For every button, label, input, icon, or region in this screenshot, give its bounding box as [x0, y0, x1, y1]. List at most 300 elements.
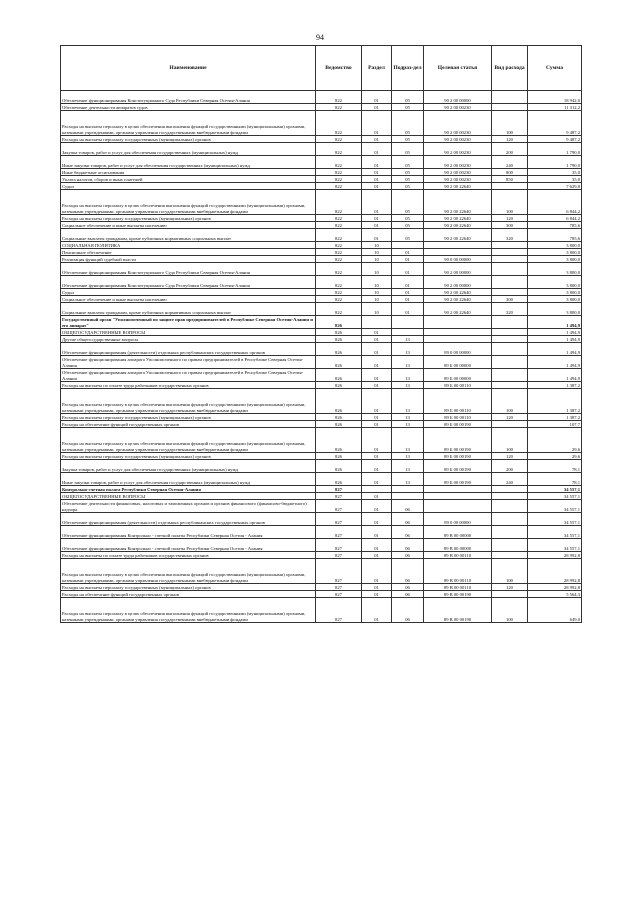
cell-subsection: 06: [392, 552, 424, 559]
cell-subsection: [392, 242, 424, 249]
cell-subsection: 05: [392, 136, 424, 143]
cell-section: 01: [362, 222, 392, 229]
cell-exp-type: [492, 263, 528, 276]
cell-sum: 3 800,0: [528, 263, 582, 276]
cell-sum: 3 800,0: [528, 289, 582, 296]
cell-exp-type: [492, 493, 528, 500]
cell-sum: 6 844,2: [528, 215, 582, 222]
cell-article: 89 В 00 00190: [424, 598, 492, 623]
cell-exp-type: 120: [492, 453, 528, 460]
table-row: [61, 382, 582, 389]
cell-sum: 1 494,9: [528, 343, 582, 356]
table-row: [61, 414, 582, 421]
cell-sum: 34 557,1: [528, 526, 582, 539]
cell-sum: 1 387,2: [528, 389, 582, 414]
cell-name: Расходы на выплаты персоналу в целях обеспечения выполнения функций государственными (муниципальными) органами, казенными учреждениями, органами управления государственными внебюджетными фондами: [61, 428, 316, 453]
cell-section: 01: [362, 336, 392, 343]
cell-section: 10: [362, 263, 392, 276]
cell-subsection: 06: [392, 559, 424, 584]
cell-name: Закупка товаров, работ и услуг для обеспечения государственных (муниципальных) нужд: [61, 460, 316, 473]
cell-section: [362, 316, 392, 329]
col-header-name: Наименование: [61, 46, 316, 91]
cell-sum: 1 387,2: [528, 414, 582, 421]
table-row: [61, 104, 582, 111]
cell-name: Обеспечение функционирования аппарата Уполномоченного по правам предпринимателей в Республике Северная Осетия-Алания: [61, 369, 316, 382]
cell-article: 89 В 00 00000: [424, 526, 492, 539]
cell-subsection: 06: [392, 598, 424, 623]
cell-article: 89 В 00 00110: [424, 584, 492, 591]
cell-sum: 34 557,1: [528, 486, 582, 493]
cell-subsection: 13: [392, 369, 424, 382]
cell-exp-type: 100: [492, 389, 528, 414]
cell-exp-type: [492, 500, 528, 513]
cell-sum: 35,0: [528, 169, 582, 176]
cell-dept: 822: [316, 296, 362, 303]
cell-subsection: [392, 329, 424, 336]
cell-sum: 34 557,1: [528, 513, 582, 526]
cell-subsection: 13: [392, 356, 424, 369]
cell-sum: 7 629,8: [528, 183, 582, 190]
cell-dept: 822: [316, 190, 362, 215]
cell-dept: 822: [316, 289, 362, 296]
cell-dept: 826: [316, 414, 362, 421]
cell-exp-type: [492, 539, 528, 552]
cell-dept: 826: [316, 369, 362, 382]
cell-exp-type: [492, 552, 528, 559]
table-row: [61, 356, 582, 369]
cell-dept: 822: [316, 136, 362, 143]
cell-exp-type: 200: [492, 143, 528, 156]
cell-subsection: 06: [392, 526, 424, 539]
cell-sum: 3 800,0: [528, 249, 582, 256]
cell-name: Социальные выплаты гражданам, кроме публичных нормативных социальных выплат: [61, 303, 316, 316]
table-row: [61, 493, 582, 500]
cell-exp-type: [492, 183, 528, 190]
cell-dept: 822: [316, 303, 362, 316]
cell-section: 01: [362, 382, 392, 389]
cell-name: Расходы на обеспечение функций государственных органов: [61, 591, 316, 598]
table-row: [61, 303, 582, 316]
cell-section: 10: [362, 296, 392, 303]
table-row: [61, 156, 582, 169]
cell-name: Другие общегосударственные вопросы: [61, 336, 316, 343]
cell-section: 01: [362, 493, 392, 500]
table-header-row: [61, 46, 582, 91]
cell-section: 10: [362, 303, 392, 316]
cell-subsection: 01: [392, 263, 424, 276]
table-row: [61, 460, 582, 473]
cell-name: Расходы на выплаты персоналу государственных (муниципальных) органов: [61, 136, 316, 143]
cell-sum: 28 992,8: [528, 584, 582, 591]
cell-exp-type: 120: [492, 584, 528, 591]
cell-exp-type: [492, 486, 528, 493]
cell-section: 01: [362, 539, 392, 552]
cell-dept: 827: [316, 486, 362, 493]
cell-sum: 1 494,9: [528, 336, 582, 343]
cell-sum: 9 487,2: [528, 136, 582, 143]
table-row: [61, 552, 582, 559]
cell-exp-type: [492, 369, 528, 382]
budget-table: [60, 45, 582, 623]
cell-dept: 827: [316, 513, 362, 526]
table-row: [61, 539, 582, 552]
cell-exp-type: 320: [492, 303, 528, 316]
cell-subsection: 13: [392, 414, 424, 421]
cell-article: 90 0 00 00000: [424, 256, 492, 263]
table-row: [61, 256, 582, 263]
cell-exp-type: 300: [492, 296, 528, 303]
cell-dept: 826: [316, 428, 362, 453]
cell-exp-type: [492, 249, 528, 256]
cell-section: 01: [362, 329, 392, 336]
cell-section: 01: [362, 591, 392, 598]
cell-section: 01: [362, 428, 392, 453]
cell-section: 01: [362, 215, 392, 222]
cell-dept: 827: [316, 598, 362, 623]
cell-dept: 822: [316, 263, 362, 276]
cell-name: Расходы на обеспечение функций государственных органов: [61, 421, 316, 428]
cell-name: Расходы на выплаты персоналу государственных (муниципальных) органов: [61, 215, 316, 222]
cell-subsection: 05: [392, 143, 424, 156]
cell-sum: 1 494,9: [528, 329, 582, 336]
cell-sum: 28 992,8: [528, 552, 582, 559]
cell-exp-type: 100: [492, 559, 528, 584]
cell-exp-type: [492, 336, 528, 343]
cell-name: Обеспечение функционирования Конституционного Суда Республики Северная Осетия-Алания: [61, 91, 316, 104]
cell-section: 01: [362, 369, 392, 382]
table-row: [61, 336, 582, 343]
cell-section: 01: [362, 500, 392, 513]
cell-article: 89 Б 00 00190: [424, 421, 492, 428]
cell-sum: 78,1: [528, 473, 582, 486]
cell-subsection: 13: [392, 421, 424, 428]
cell-subsection: 01: [392, 249, 424, 256]
cell-article: [424, 500, 492, 513]
cell-exp-type: [492, 526, 528, 539]
cell-name: Расходы на выплаты персоналу в целях обеспечения выполнения функций государственными (муниципальными) органами, казенными учреждениями, органами управления государственными внебюджетными фондами: [61, 389, 316, 414]
cell-article: 89 0 00 00000: [424, 343, 492, 356]
cell-dept: 826: [316, 382, 362, 389]
cell-sum: 3 800,0: [528, 296, 582, 303]
cell-dept: 826: [316, 356, 362, 369]
cell-article: 89 В 00 00000: [424, 539, 492, 552]
table-row: [61, 111, 582, 136]
cell-sum: 1 387,2: [528, 382, 582, 389]
cell-subsection: 06: [392, 591, 424, 598]
cell-article: 89 Б 00 00000: [424, 356, 492, 369]
cell-article: 89 Б 00 00110: [424, 382, 492, 389]
cell-name: Судьи: [61, 289, 316, 296]
cell-sum: 1 494,9: [528, 369, 582, 382]
cell-name: Социальное обеспечение и иные выплаты населению: [61, 296, 316, 303]
table-row: [61, 389, 582, 414]
cell-article: 89 0 00 00000: [424, 513, 492, 526]
table-row: [61, 591, 582, 598]
cell-section: 01: [362, 183, 392, 190]
col-header-exp-type: Вид расхода: [492, 46, 528, 91]
cell-article: 90 2 00 00230: [424, 104, 492, 111]
cell-section: 10: [362, 276, 392, 289]
cell-sum: 29,6: [528, 453, 582, 460]
cell-exp-type: [492, 276, 528, 289]
cell-article: 90 2 00 00230: [424, 143, 492, 156]
col-header-section: Раздел: [362, 46, 392, 91]
cell-name: Пенсионное обеспечение: [61, 249, 316, 256]
cell-article: 89 Б 00 00110: [424, 389, 492, 414]
col-header-article: Целевая статья: [424, 46, 492, 91]
cell-subsection: 06: [392, 513, 424, 526]
cell-dept: 826: [316, 336, 362, 343]
table-row: [61, 249, 582, 256]
cell-subsection: 06: [392, 500, 424, 513]
cell-section: 01: [362, 176, 392, 183]
cell-exp-type: 800: [492, 169, 528, 176]
table-row: [61, 421, 582, 428]
cell-sum: 28 992,8: [528, 559, 582, 584]
cell-subsection: 13: [392, 336, 424, 343]
cell-dept: 827: [316, 539, 362, 552]
cell-exp-type: [492, 382, 528, 389]
cell-section: 01: [362, 356, 392, 369]
cell-dept: 827: [316, 584, 362, 591]
cell-exp-type: [492, 289, 528, 296]
table-row: [61, 428, 582, 453]
table-row: [61, 584, 582, 591]
cell-exp-type: 100: [492, 190, 528, 215]
cell-sum: 1 494,9: [528, 356, 582, 369]
cell-name: Социальное обеспечение и иные выплаты населению: [61, 222, 316, 229]
cell-section: 01: [362, 389, 392, 414]
cell-name: Уплата налогов, сборов и иных платежей: [61, 176, 316, 183]
cell-sum: 9 487,2: [528, 111, 582, 136]
table-row: [61, 136, 582, 143]
cell-section: [362, 486, 392, 493]
cell-article: [424, 316, 492, 329]
cell-article: 90 2 00 00230: [424, 111, 492, 136]
cell-sum: 34 557,1: [528, 539, 582, 552]
cell-name: Обеспечение функционирования Конституционного Суда Республики Северная Осетия-Алания: [61, 276, 316, 289]
cell-name: Судьи: [61, 183, 316, 190]
cell-article: 89 Б 00 00110: [424, 414, 492, 421]
cell-article: 90 2 00 22640: [424, 183, 492, 190]
cell-section: 01: [362, 421, 392, 428]
cell-subsection: [392, 493, 424, 500]
cell-sum: 3 800,0: [528, 303, 582, 316]
cell-section: 01: [362, 91, 392, 104]
cell-dept: 822: [316, 256, 362, 263]
table-row: [61, 513, 582, 526]
cell-article: 90 2 00 22640: [424, 289, 492, 296]
cell-name: СОЦИАЛЬНАЯ ПОЛИТИКА: [61, 242, 316, 249]
cell-exp-type: 100: [492, 111, 528, 136]
cell-name: Закупка товаров, работ и услуг для обеспечения государственных (муниципальных) нужд: [61, 143, 316, 156]
cell-article: 90 2 00 22640: [424, 190, 492, 215]
cell-article: 89 В 00 00110: [424, 552, 492, 559]
cell-name: Иные закупки товаров, работ и услуг для обеспечения государственных (муниципальных) нужд: [61, 473, 316, 486]
cell-article: [424, 329, 492, 336]
cell-sum: 1 790,0: [528, 143, 582, 156]
cell-dept: 822: [316, 222, 362, 229]
cell-name: Обеспечение деятельности аппаратов судов: [61, 104, 316, 111]
cell-article: 89 Б 00 00190: [424, 428, 492, 453]
cell-sum: 35,0: [528, 176, 582, 183]
cell-subsection: 05: [392, 176, 424, 183]
cell-subsection: [392, 486, 424, 493]
cell-dept: 826: [316, 389, 362, 414]
cell-name: Обеспечение функционирования (деятельности) отдельных республиканских государственных органов: [61, 513, 316, 526]
cell-dept: 822: [316, 229, 362, 242]
cell-dept: 822: [316, 91, 362, 104]
cell-dept: 827: [316, 500, 362, 513]
cell-article: 90 2 00 22640: [424, 296, 492, 303]
table-row: [61, 486, 582, 493]
cell-sum: 29,6: [528, 428, 582, 453]
table-body: [61, 91, 582, 623]
page-number: 94: [316, 33, 324, 42]
cell-subsection: 06: [392, 584, 424, 591]
cell-section: 01: [362, 229, 392, 242]
cell-sum: 649,0: [528, 598, 582, 623]
cell-dept: 822: [316, 276, 362, 289]
table-row: [61, 526, 582, 539]
cell-article: 90 2 00 22640: [424, 215, 492, 222]
cell-exp-type: [492, 329, 528, 336]
cell-sum: 3 800,0: [528, 276, 582, 289]
cell-section: 01: [362, 598, 392, 623]
cell-sum: 11 312,2: [528, 104, 582, 111]
cell-dept: 826: [316, 453, 362, 460]
cell-section: 10: [362, 289, 392, 296]
cell-sum: 34 557,1: [528, 493, 582, 500]
cell-subsection: 01: [392, 303, 424, 316]
table-row: [61, 222, 582, 229]
cell-name: Иные закупки товаров, работ и услуг для обеспечения государственных (муниципальных) нужд: [61, 156, 316, 169]
cell-article: 89 В 00 00190: [424, 591, 492, 598]
cell-dept: 827: [316, 526, 362, 539]
cell-dept: 826: [316, 421, 362, 428]
cell-section: 01: [362, 552, 392, 559]
cell-exp-type: [492, 242, 528, 249]
cell-section: 01: [362, 143, 392, 156]
cell-name: Расходы на выплаты персоналу в целях обеспечения выполнения функций государственными (муниципальными) органами, казенными учреждениями, органами управления государственными внебюджетными фондами: [61, 559, 316, 584]
cell-subsection: [392, 316, 424, 329]
table-row: [61, 276, 582, 289]
table-row: [61, 369, 582, 382]
cell-article: 90 2 00 00230: [424, 156, 492, 169]
cell-article: 89 Б 00 00000: [424, 369, 492, 382]
cell-name: Расходы на выплаты персоналу государственных (муниципальных) органов: [61, 414, 316, 421]
cell-section: 01: [362, 156, 392, 169]
cell-section: 01: [362, 559, 392, 584]
cell-dept: 827: [316, 559, 362, 584]
cell-name: Социальные выплаты гражданам, кроме публичных нормативных социальных выплат: [61, 229, 316, 242]
cell-article: 90 2 00 22640: [424, 229, 492, 242]
cell-dept: 822: [316, 242, 362, 249]
cell-article: [424, 493, 492, 500]
cell-article: 90 2 00 00000: [424, 91, 492, 104]
cell-name: Расходы на выплаты персоналу государственных (муниципальных) органов: [61, 584, 316, 591]
cell-subsection: 13: [392, 382, 424, 389]
cell-section: 01: [362, 453, 392, 460]
cell-dept: 826: [316, 329, 362, 336]
cell-exp-type: [492, 91, 528, 104]
table-row: [61, 296, 582, 303]
cell-name: Расходы на выплаты по оплате труда работников государственных органов: [61, 382, 316, 389]
cell-dept: 822: [316, 169, 362, 176]
table-row: [61, 215, 582, 222]
cell-section: 10: [362, 249, 392, 256]
cell-name: Расходы на выплаты персоналу государственных (муниципальных) органов: [61, 453, 316, 460]
cell-dept: 827: [316, 493, 362, 500]
cell-dept: 822: [316, 156, 362, 169]
cell-name: Расходы на выплаты персоналу в целях обеспечения выполнения функций государственными (муниципальными) органами, казенными учреждениями, органами управления государственными внебюджетными фондами: [61, 598, 316, 623]
cell-section: 01: [362, 343, 392, 356]
cell-name: Обеспечение функционирования Конституционного Суда Республики Северная Осетия-Алания: [61, 263, 316, 276]
cell-name: Обеспечение функционирования аппарата Уполномоченного по правам предпринимателей в Республике Северная Осетия-Алания: [61, 356, 316, 369]
cell-subsection: 05: [392, 111, 424, 136]
cell-exp-type: [492, 421, 528, 428]
cell-section: 01: [362, 414, 392, 421]
cell-dept: 827: [316, 591, 362, 598]
cell-subsection: 06: [392, 539, 424, 552]
table-row: [61, 343, 582, 356]
cell-subsection: 05: [392, 104, 424, 111]
cell-subsection: 13: [392, 389, 424, 414]
cell-subsection: 13: [392, 453, 424, 460]
cell-dept: 822: [316, 176, 362, 183]
cell-exp-type: [492, 513, 528, 526]
cell-dept: 822: [316, 249, 362, 256]
cell-article: [424, 249, 492, 256]
cell-subsection: 05: [392, 222, 424, 229]
cell-subsection: 01: [392, 289, 424, 296]
table-row: [61, 316, 582, 329]
cell-dept: 822: [316, 111, 362, 136]
cell-section: 10: [362, 256, 392, 263]
table-row: [61, 289, 582, 296]
cell-section: 01: [362, 111, 392, 136]
cell-name: ОБЩЕГОСУДАРСТВЕННЫЕ ВОПРОСЫ: [61, 329, 316, 336]
col-header-subsection: Подраз-дел: [392, 46, 424, 91]
cell-section: 10: [362, 242, 392, 249]
cell-subsection: 05: [392, 215, 424, 222]
cell-subsection: 05: [392, 91, 424, 104]
cell-subsection: 13: [392, 343, 424, 356]
cell-subsection: 01: [392, 256, 424, 263]
cell-sum: 1 790,0: [528, 156, 582, 169]
cell-article: 90 2 00 00000: [424, 263, 492, 276]
cell-dept: 826: [316, 343, 362, 356]
table-row: [61, 242, 582, 249]
col-header-dept: Ведомство: [316, 46, 362, 91]
table-row: [61, 91, 582, 104]
cell-name: Обеспечение функционирования (деятельности) отдельных республиканских государственных органов: [61, 343, 316, 356]
cell-name: Контрольно-счетная палата Республики Северная Осетия-Алания: [61, 486, 316, 493]
cell-sum: 34 557,1: [528, 500, 582, 513]
table-row: [61, 143, 582, 156]
table-row: [61, 176, 582, 183]
cell-name: Реализация функций судебной власти: [61, 256, 316, 263]
cell-subsection: 05: [392, 190, 424, 215]
cell-section: 01: [362, 460, 392, 473]
table-row: [61, 559, 582, 584]
cell-dept: 827: [316, 552, 362, 559]
cell-article: 89 Б 00 00190: [424, 473, 492, 486]
cell-sum: 6 844,2: [528, 190, 582, 215]
table-row: [61, 183, 582, 190]
cell-exp-type: 240: [492, 156, 528, 169]
cell-dept: 826: [316, 473, 362, 486]
